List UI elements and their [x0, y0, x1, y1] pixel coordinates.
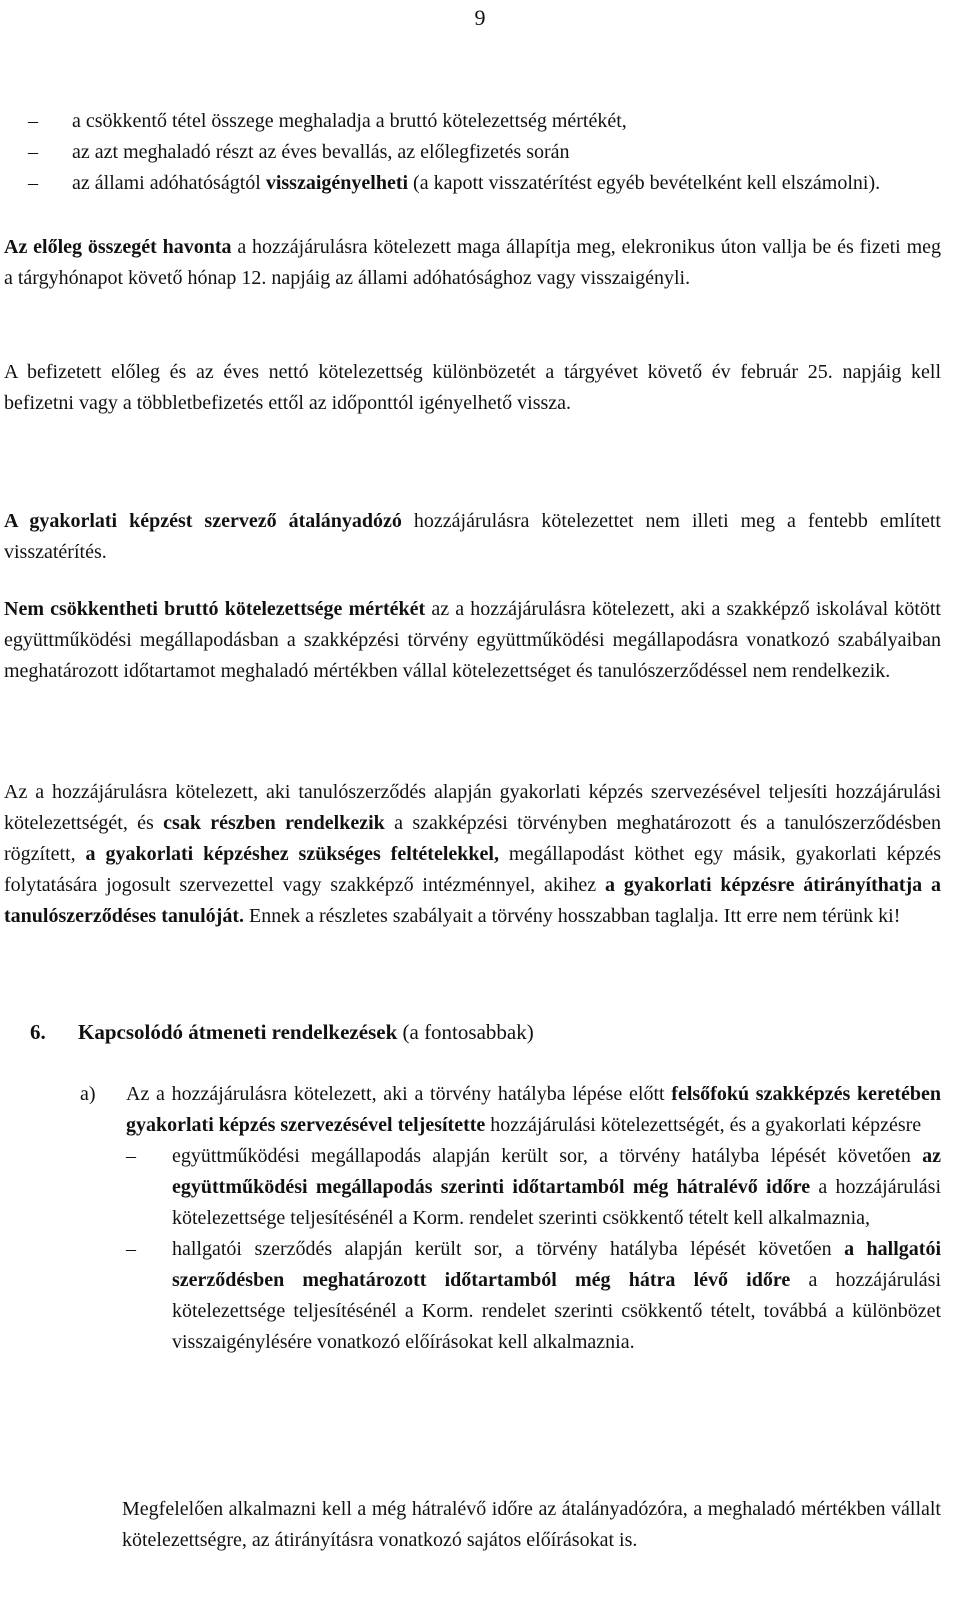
paragraph-text: a hozzájárulási kötelezettsége teljesítésénél a Korm. rendelet szerinti csökkentő tételt kell alkalmaznia, — [172, 1176, 942, 1229]
paragraph-text: hallgatói szerződés alapján került sor, a törvény hatályba lépését követően — [172, 1238, 845, 1260]
dash-bullet: – — [28, 172, 38, 194]
paragraph-text: együttműködési megállapodás alapján került sor, a törvény hatályba lépését követően — [172, 1145, 923, 1167]
list-item — [4, 137, 941, 168]
paragraph-text: a hozzájárulási kötelezettsége teljesítésénél a Korm. rendelet szerinti csökkentő tételt, továbbá a különbözet visszaigénylésére vonatkozó előírásokat kell alkalmaznia. — [172, 1269, 942, 1353]
dash-bullet: – — [28, 141, 38, 163]
emphasis-text: a gyakorlati képzésre átirányíthatja a tanulószerződéses tanulóját. — [4, 874, 942, 927]
dash-bullet: – — [28, 110, 38, 132]
paragraph-text: megállapodást köthet egy másik, gyakorlati képzés folytatására jogosult szervezettel vagy szakképző intézménnyel, akihez — [4, 843, 942, 896]
paragraph-advance-payment — [4, 232, 941, 294]
emphasis-text: Az előleg összegét havonta — [4, 236, 232, 258]
item-body — [126, 1079, 941, 1358]
paragraph-flat-rate — [4, 506, 941, 568]
paragraph-text: a szakképzési törvényben meghatározott és a tanulószerződésben rögzített, — [4, 812, 941, 865]
section-note: (a fontosabbak) — [397, 1020, 534, 1044]
page-number: 9 — [474, 5, 486, 30]
list-item-text: az állami adóhatóságtól — [72, 172, 266, 194]
list-item — [4, 168, 941, 199]
list-item-text: az azt meghaladó részt az éves bevallás, az előlegfizetés során — [72, 141, 570, 163]
paragraph-no-reduction — [4, 594, 941, 687]
list-item-text: (a kapott visszatérítést egyéb bevételként kell elszámolni). — [408, 172, 881, 194]
dash-bullet: – — [126, 1238, 136, 1260]
paragraph-difference: A befizetett előleg és az éves nettó kötelezettség különbözetét a tárgyévet követő év február 25. napjáig kell befizetni vagy a többletbefizetés ettől az időponttól igényelhető vissza. — [4, 361, 941, 414]
list-item-text: a csökkentő tétel összege meghaladja a bruttó kötelezettség mértékét, — [72, 110, 627, 132]
section-number: 6. — [30, 1020, 46, 1044]
paragraph-final: Megfelelően alkalmazni kell a még hátralévő időre az átalányadózóra, a meghaladó mértékben vállalt kötelezettségre, az átirányításra vonatkozó sajátos előírásokat is. — [122, 1498, 941, 1551]
list-item-a — [80, 1079, 941, 1358]
paragraph-text: hozzájárulási kötelezettségét, és a gyakorlati képzésre — [485, 1114, 922, 1136]
paragraph-text: az a hozzájárulásra kötelezett, aki a szakképző iskolával kötött együttműködési megállapodásban a szakképzési törvény együttműködési megállapodásra vonatkozó szabályaiban meghatározott időtartamot meghaladó mértékben vállal kötelezettséget és tanulószerződéssel nem rendelkezik. — [4, 598, 941, 682]
paragraph-text: hozzájárulásra kötelezettet nem illeti meg a fentebb említett visszatérítés. — [4, 510, 941, 563]
list-item — [4, 106, 941, 137]
sub-list-item — [126, 1141, 941, 1234]
emphasis-text: csak részben rendelkezik — [163, 812, 385, 834]
emphasis-text: visszaigényelheti — [265, 172, 409, 194]
emphasis-text: A gyakorlati képzést szervező átalányadózó — [4, 510, 402, 532]
paragraph-partial-conditions — [4, 777, 941, 932]
paragraph-text: Az a hozzájárulásra kötelezett, aki tanulószerződés alapján gyakorlati képzés szervezésével teljesíti hozzájárulási kötelezettségét, és — [4, 781, 941, 834]
dash-bullet: – — [126, 1145, 136, 1167]
sub-list-item — [126, 1234, 941, 1358]
item-marker: a) — [80, 1083, 96, 1105]
emphasis-text: a hallgatói szerződésben meghatározott időtartamból még hátra lévő időre — [172, 1238, 942, 1291]
section-title: Kapcsolódó átmeneti rendelkezések — [78, 1020, 398, 1044]
paragraph-text: Ennek a részletes szabályait a törvény hosszabban taglalja. Itt erre nem térünk ki! — [243, 905, 901, 927]
paragraph-text: a hozzájárulásra kötelezett maga állapítja meg, elekronikus úton vallja be és fizeti meg a tárgyhónapot követő hónap 12. napjáig az állami adóhatósághoz vagy visszaigényli. — [4, 236, 942, 289]
item-intro — [126, 1079, 941, 1141]
paragraph-text: Az a hozzájárulásra kötelezett, aki a törvény hatályba lépése előtt — [126, 1083, 672, 1105]
emphasis-text: Nem csökkentheti bruttó kötelezettsége mértékét — [4, 598, 426, 620]
emphasis-text: az együttműködési megállapodás szerinti időtartamból még hátralévő időre — [172, 1145, 941, 1198]
intro-dash-list — [4, 106, 941, 199]
section-heading — [30, 1017, 940, 1048]
emphasis-text: felsőfokú szakképzés keretében gyakorlati képzés szervezésével teljesítette — [126, 1083, 942, 1136]
emphasis-text: a gyakorlati képzéshez szükséges feltételekkel, — [85, 843, 499, 865]
